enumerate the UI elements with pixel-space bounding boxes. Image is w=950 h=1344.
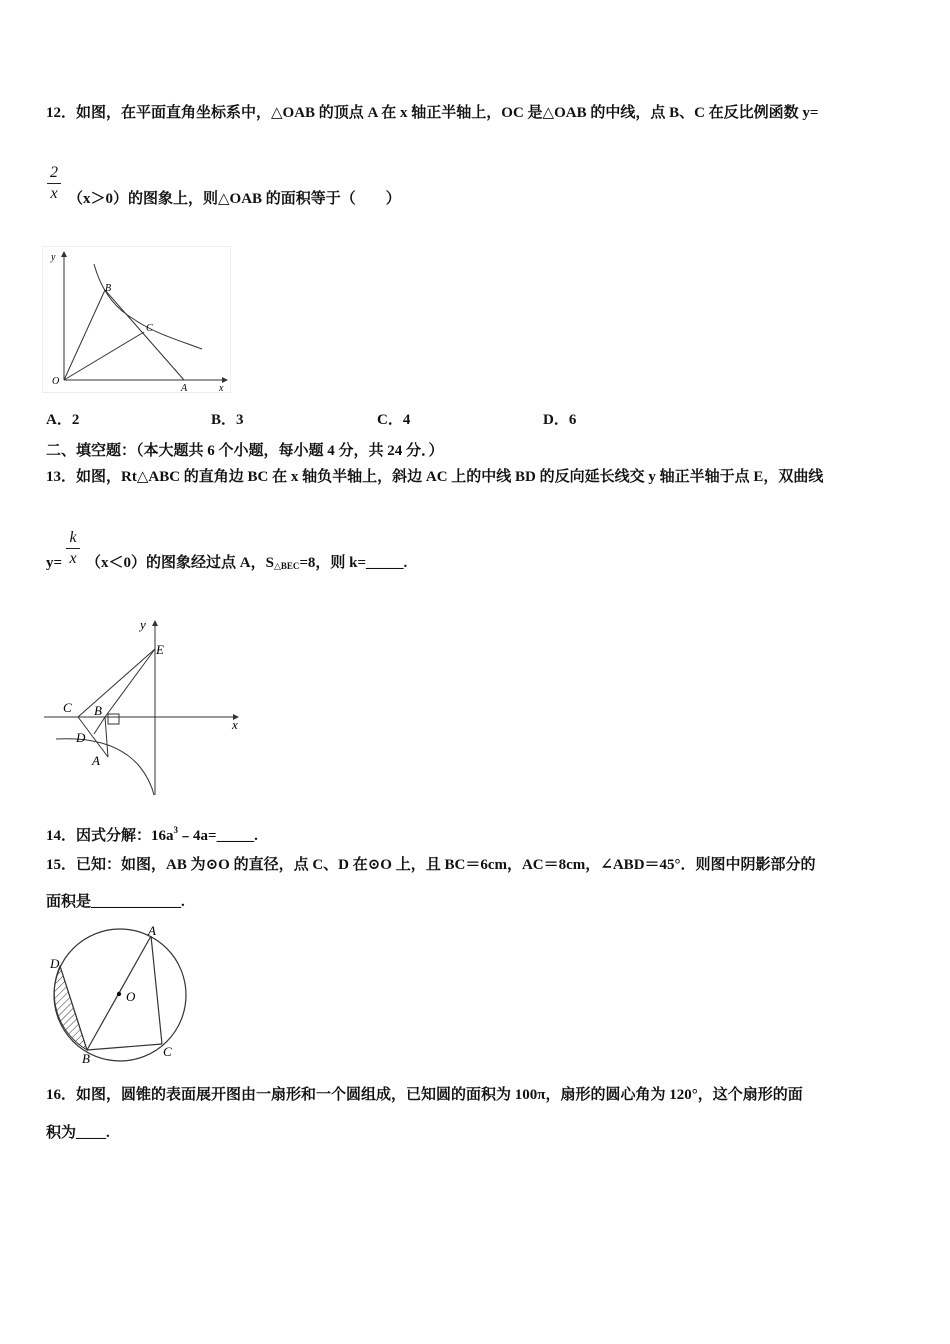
q13-label-y: y	[140, 617, 146, 632]
q15-figure	[44, 924, 194, 1064]
q12-label-y: y	[51, 252, 56, 263]
q13-line1: 13．如图，Rt△ABC 的直角边 BC 在 x 轴负半轴上，斜边 AC 上的中线 BD 的反向延长线交 y 轴正半轴于点 E，双曲线	[46, 469, 824, 485]
q15-center-dot	[117, 992, 121, 996]
q13-line2-b: =8，则 k=_____.	[299, 555, 408, 571]
q12-label-A: A	[181, 383, 188, 394]
q13-label-A: A	[92, 753, 100, 768]
q14-text-sup: 3	[173, 825, 179, 835]
q13-fraction	[66, 529, 80, 568]
q12-line2: （x＞0）的图象上，则△OAB 的面积等于（ ）	[68, 191, 401, 207]
q12-frac-denominator: x	[50, 185, 58, 202]
q12-frac-numerator: 2	[50, 164, 58, 181]
q14-text	[46, 820, 258, 846]
q12-option-c: C．4	[377, 412, 411, 428]
q15-label-B: B	[82, 1051, 90, 1064]
q12-label-O: O	[52, 376, 60, 387]
q13-frac-numerator: k	[69, 529, 77, 546]
q12-label-x: x	[219, 383, 224, 394]
q15-label-D: D	[50, 956, 60, 971]
q12-option-b: B．3	[211, 412, 244, 428]
q15-line1: 15．已知：如图，AB 为⊙O 的直径，点 C、D 在⊙O 上，且 BC＝6cm，AC＝8cm，∠ABD＝45°．则图中阴影部分的	[46, 857, 816, 873]
q12-label-C: C	[146, 323, 153, 334]
q15-label-A: A	[148, 924, 156, 938]
q12-hyperbola	[94, 264, 202, 349]
q12-figure	[42, 246, 232, 394]
q12-option-d: D．6	[543, 412, 577, 428]
q13-label-C: C	[63, 700, 72, 715]
q14-text-b: ﹣4a=_____.	[178, 828, 258, 844]
q13-prefix: y=	[46, 555, 63, 571]
q13-label-E: E	[156, 642, 164, 657]
q15-shaded-region	[54, 966, 87, 1050]
q13-right-angle-mark	[108, 714, 119, 724]
q13-figure	[42, 617, 242, 797]
q16-line2: 积为____.	[46, 1125, 110, 1141]
q12-fraction	[47, 164, 61, 203]
q12-line1: 12．如图，在平面直角坐标系中，△OAB 的顶点 A 在 x 轴正半轴上，OC 是△OAB 的中线，点 B、C 在反比例函数 y=	[46, 105, 819, 121]
q13-line2	[86, 553, 407, 576]
q16-line1: 16．如图，圆锥的表面展开图由一扇形和一个圆组成，已知圆的面积为 100π，扇形的圆心角为 120°，这个扇形的面	[46, 1087, 803, 1103]
q15-label-O: O	[126, 989, 136, 1004]
q13-line2-sub: △BEC	[273, 561, 300, 571]
q13-hyperbola	[56, 739, 154, 795]
q12-option-a: A．2	[46, 412, 80, 428]
q13-label-D: D	[76, 730, 86, 745]
q15-label-C: C	[163, 1044, 172, 1059]
q12-label-B: B	[105, 283, 112, 294]
q13-label-B: B	[94, 703, 102, 718]
q13-frac-denominator: x	[69, 550, 77, 567]
q13-label-x: x	[232, 717, 238, 732]
q14-text-a: 14．因式分解：16a	[46, 828, 174, 844]
section2-heading: 二、填空题：（本大题共 6 个小题，每小题 4 分，共 24 分．）	[46, 443, 444, 459]
q15-line2: 面积是____________.	[46, 894, 185, 910]
q13-line2-a: （x＜0）的图象经过点 A，S	[86, 555, 274, 571]
